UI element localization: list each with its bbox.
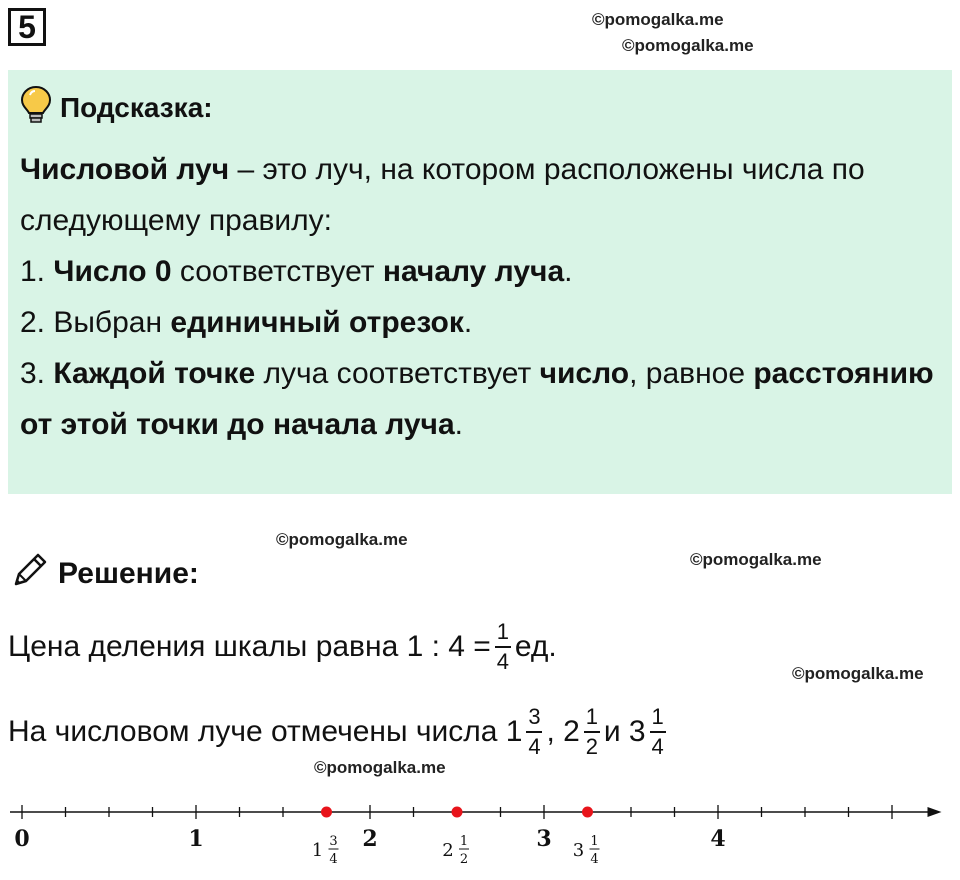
- watermark: ©pomogalka.me: [276, 530, 408, 549]
- fraction: $\frac{1}{4}$: [651, 704, 664, 759]
- watermark: ©pomogalka.me: [622, 36, 754, 55]
- task-number: 5: [8, 8, 46, 46]
- ray-point-label-numerator: 3: [329, 834, 338, 849]
- ray-tick-label: 1: [188, 826, 204, 852]
- ray-point-label-numerator: 1: [590, 834, 599, 849]
- watermark: ©pomogalka.me: [314, 758, 446, 777]
- ray-point-label-denominator: 4: [590, 852, 599, 867]
- hint-body: [20, 144, 940, 450]
- ray-arrowhead: [928, 807, 942, 817]
- hint-rule-2: 2. Выбран единичный отрезок.: [20, 306, 473, 339]
- lightbulb-icon: [20, 85, 52, 132]
- fraction: $\frac{1}{2}$: [585, 704, 598, 759]
- hint-definition: Числовой луч – это луч, на котором расположены числа по следующему правилу:: [20, 153, 865, 237]
- ray-tick-label: 2: [362, 826, 378, 852]
- ray-point-label-numerator: 1: [459, 834, 469, 849]
- ray-tick-label: 0: [14, 826, 30, 852]
- marked-numbers-line: На числовом луче отмечены числа 1 $\frac{3}{4}$ , 2 $\frac{1}{2}$ и 3 $\frac{1}{4}$: [8, 704, 664, 759]
- ray-point-label-whole: 3: [572, 840, 585, 861]
- ray-marked-point: [321, 807, 332, 818]
- ray-point-label-denominator: 4: [329, 852, 338, 867]
- number-ray: [0, 790, 960, 878]
- hint-rule-1: 1. Число 0 соответствует началу луча.: [20, 255, 573, 288]
- ray-point-label-whole: 1: [311, 840, 324, 861]
- fraction: $\frac{1}{4}$: [496, 619, 509, 674]
- hint-rule-3: 3. Каждой точке луча соответствует число, равное расстоянию от этой точки до начала луча.: [20, 357, 934, 441]
- solution-title: Решение:: [58, 557, 199, 590]
- ray-tick-label: 3: [536, 826, 552, 852]
- solution-header: [10, 550, 199, 598]
- ray-tick-label: 4: [710, 826, 726, 852]
- hint-header: [20, 80, 940, 136]
- ray-point-label-denominator: 2: [459, 852, 469, 867]
- pencil-icon: [10, 550, 50, 598]
- hint-box: [8, 70, 952, 494]
- watermark: ©pomogalka.me: [592, 10, 724, 29]
- scale-division-line: Цена деления шкалы равна 1 : 4 = $\frac{1}{4}$ ед.: [8, 619, 557, 674]
- ray-point-label-whole: 2: [442, 840, 454, 861]
- ray-marked-point: [582, 807, 593, 818]
- watermark: ©pomogalka.me: [690, 550, 822, 569]
- ray-marked-point: [452, 807, 463, 818]
- fraction: $\frac{3}{4}$: [528, 704, 541, 759]
- hint-title: Подсказка:: [60, 92, 213, 123]
- watermark: ©pomogalka.me: [792, 664, 924, 683]
